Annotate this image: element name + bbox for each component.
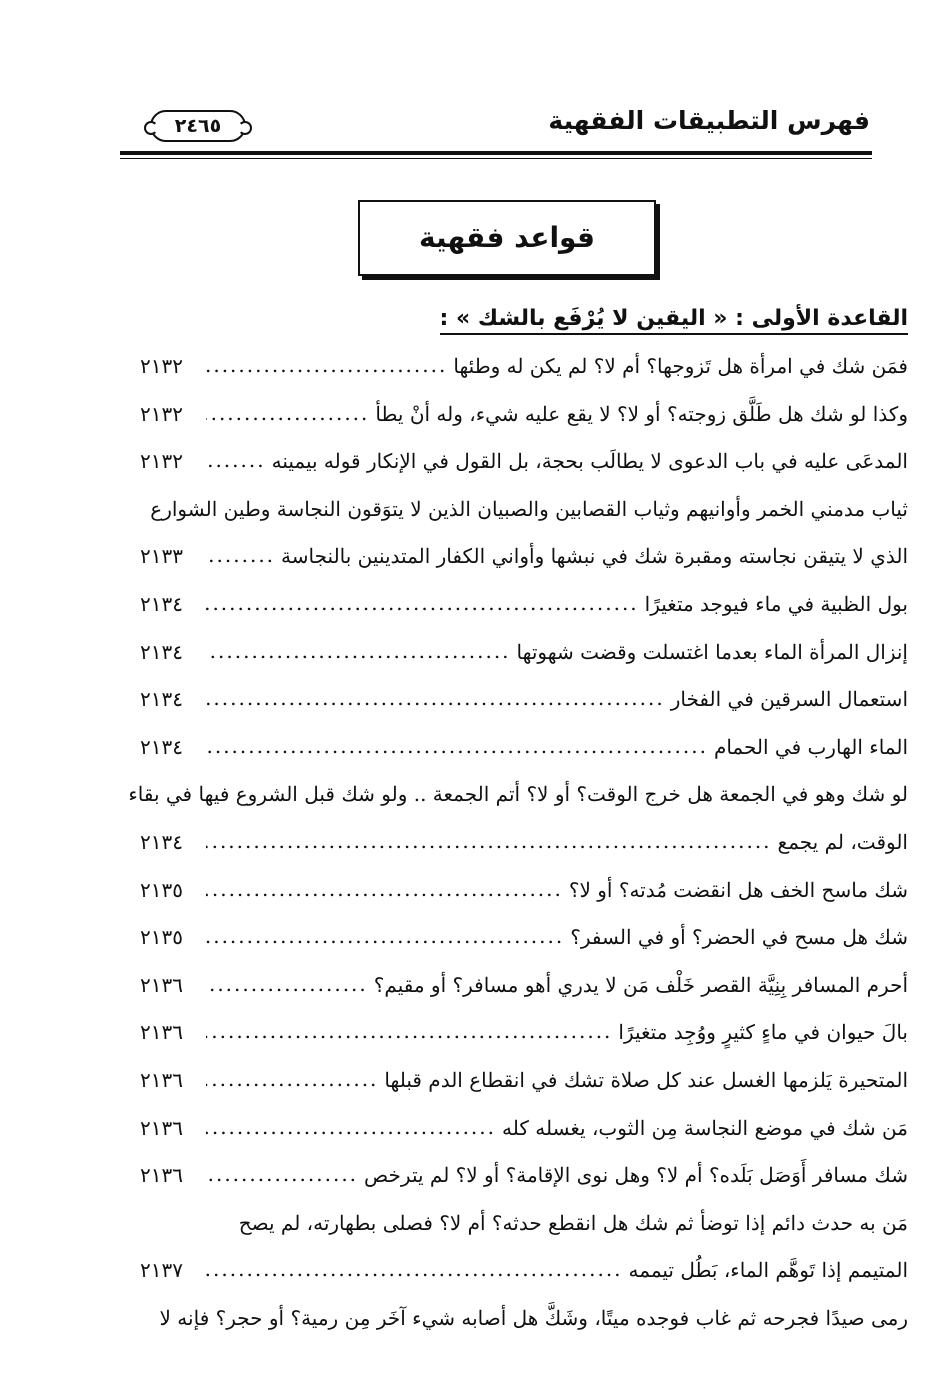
dot-leader: [206, 688, 665, 710]
entry-page-number: ٢١٣٢: [140, 449, 183, 474]
index-entry: [140, 1110, 908, 1146]
entry-text: المتيمم إذا تَوهَّم الماء، بَطُل تيممه: [628, 1258, 908, 1283]
dot-leader: [206, 1069, 378, 1091]
dot-leader: [206, 1164, 358, 1186]
running-header: [128, 100, 870, 150]
header-rule: [120, 151, 872, 155]
dot-leader: [206, 450, 266, 472]
entry-text: لو شك وهو في الجمعة هل خرج الوقت؟ أو لا؟ أتم الجمعة .. ولو شك قبل الشروع فيها في بقاء: [128, 782, 908, 807]
entry-page-number: ٢١٣٥: [140, 925, 183, 950]
entry-text: ثياب مدمني الخمر وأوانيهم وثياب القصابين والصبيان الذين لا يتوَقون النجاسة وطين الشوارع: [150, 496, 908, 521]
dot-leader: [206, 831, 772, 853]
entry-text: إنزال المرأة الماء بعدما اغتسلت وقضت شهوتها: [516, 639, 908, 664]
dot-leader: [206, 926, 564, 948]
entry-text: شك هل مسح في الحضر؟ أو في السفر؟: [570, 925, 908, 950]
entry-text: فمَن شك في امرأة هل تَزوجها؟ أم لا؟ لم يكن له وطئها: [453, 354, 908, 378]
dot-leader: [206, 974, 368, 996]
entry-text: مَن به حدث دائم إذا توضأ ثم شك هل انقطع حدثه؟ أم لا؟ فصلى بطهارته، لم يصح: [238, 1210, 908, 1235]
index-entry: [140, 919, 908, 955]
index-entry: [140, 1014, 908, 1050]
entry-text: شك ماسح الخف هل انقضت مُدته؟ أو لا؟: [568, 877, 908, 902]
entry-text: وكذا لو شك هل طَلَّق زوجته؟ أو لا؟ لا يقع عليه شيء، وله أنْ يطأ: [375, 401, 908, 426]
entry-text: الذي لا يتيقن نجاسته ومقبرة شك في نبشها وأواني الكفار المتدينين بالنجاسة: [281, 544, 908, 569]
dot-leader: [206, 1021, 612, 1043]
index-entry: [128, 776, 908, 812]
entry-page-number: ٢١٣٦: [140, 1068, 183, 1092]
dot-leader: [206, 355, 447, 377]
dot-leader: [206, 1117, 496, 1139]
index-entry: [140, 348, 908, 384]
index-entry: [140, 824, 908, 860]
index-entry: [140, 1157, 908, 1193]
index-entry: [140, 538, 908, 574]
entry-text: رمى صيدًا فجرحه ثم غاب فوجده ميتًا، وشَكَّ هل أصابه شيء آخَر مِن رمية؟ أو حجر؟ فإنه لا: [159, 1306, 908, 1330]
entry-text: المتحيرة يَلزمها الغسل عند كل صلاة تشك في انقطاع الدم قبلها: [384, 1068, 908, 1092]
index-entry: [140, 586, 908, 622]
dot-leader: [206, 593, 639, 615]
index-entry: [140, 872, 908, 908]
index-entry: [140, 443, 908, 479]
entry-text: مَن شك في موضع النجاسة مِن الثوب، يغسله كله: [502, 1115, 908, 1140]
entry-page-number: ٢١٣٦: [140, 972, 183, 997]
entry-page-number: ٢١٣٦: [140, 1020, 183, 1045]
section-title: قواعد فقهية: [419, 221, 595, 254]
rule-heading: القاعدة الأولى : « اليقين لا يُرْفَع بالشك » :: [440, 306, 909, 335]
header-rule-thin: [120, 158, 872, 159]
dot-leader: [206, 641, 511, 663]
index-entry: [140, 1252, 908, 1288]
index-entry: [140, 729, 908, 765]
index-entry: [140, 967, 908, 1003]
dot-leader: [206, 1259, 623, 1281]
index-entry: [140, 681, 908, 717]
index-entry: [140, 634, 908, 670]
entry-page-number: ٢١٣٤: [140, 734, 183, 759]
index-entry: [140, 1062, 908, 1098]
entry-text: استعمال السرقين في الفخار: [670, 687, 908, 712]
page-number-badge: ٢٤٦٥: [150, 110, 246, 142]
dot-leader: [206, 545, 275, 567]
entry-page-number: ٢١٣٣: [140, 544, 183, 569]
entry-page-number: ٢١٣٤: [140, 830, 183, 854]
dot-leader: [206, 403, 369, 425]
entry-page-number: ٢١٣٦: [140, 1115, 183, 1140]
entry-page-number: ٢١٣٤: [140, 639, 183, 664]
entry-text: الوقت، لم يجمع: [777, 830, 908, 854]
dot-leader: [206, 879, 563, 901]
entry-text: الماء الهارب في الحمام: [713, 734, 908, 759]
section-title-box: [358, 200, 656, 276]
entry-text: أحرم المسافر بِنِيَّة القصر خَلْف مَن لا يدري أهو مسافر؟ أو مقيم؟: [373, 972, 908, 997]
header-title: فهرس التطبيقات الفقهية: [548, 106, 870, 135]
entry-page-number: ٢١٣٦: [140, 1163, 183, 1188]
entry-page-number: ٢١٣٢: [140, 401, 183, 426]
entry-page-number: ٢١٣٧: [140, 1258, 183, 1283]
index-entry: [140, 491, 908, 527]
entry-page-number: ٢١٣٤: [140, 592, 183, 616]
dot-leader: [206, 736, 708, 758]
entry-text: بول الظبية في ماء فيوجد متغيرًا: [644, 592, 908, 616]
entry-text: المدعَى عليه في باب الدعوى لا يطالَب بحجة، بل القول في الإنكار قوله بيمينه: [271, 449, 908, 474]
entry-text: بالَ حيوان في ماءٍ كثيرٍ ووُجِد متغيرًا: [618, 1020, 908, 1045]
entry-page-number: ٢١٣٤: [140, 687, 183, 712]
entry-page-number: ٢١٣٥: [140, 877, 183, 902]
index-entry: [140, 396, 908, 432]
index-entry: [140, 1300, 908, 1336]
index-entry: [140, 1205, 908, 1241]
entry-text: شك مسافر أَوَصَل بَلَده؟ أم لا؟ وهل نوى الإقامة؟ أو لا؟ لم يترخص: [364, 1163, 908, 1188]
entry-page-number: ٢١٣٢: [140, 354, 183, 378]
